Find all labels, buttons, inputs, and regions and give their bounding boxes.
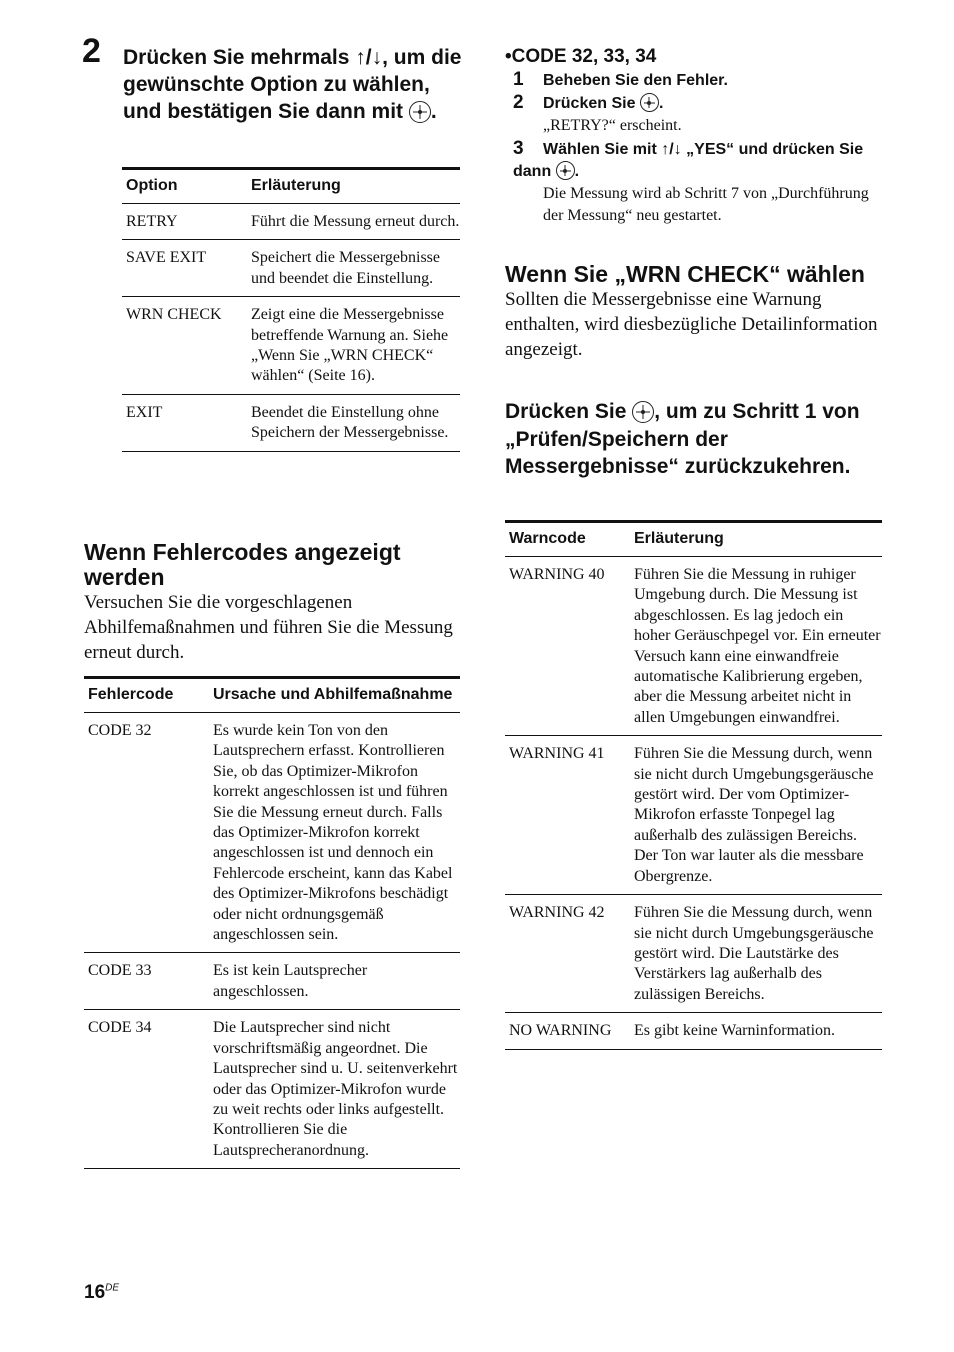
warn-code: WARNING 40 [505, 557, 634, 736]
errors-section [84, 540, 464, 665]
table-row [505, 895, 882, 1013]
step-number: 3 [513, 138, 524, 159]
warn-code: WARNING 41 [505, 736, 634, 895]
code-step-1 [513, 69, 878, 92]
code-step-2: 2 Drücken Sie . [513, 92, 664, 113]
instruction-text-a: Drücken Sie [505, 400, 627, 423]
page-language-suffix: DE [105, 1282, 120, 1294]
step-text-end: . [430, 100, 437, 123]
wrn-body: Sollten die Messergebnisse eine Warnung enthalten, wird diesbezügliche Detailinformation angezeigt. [505, 289, 878, 360]
error-header-code: Fehlercode [84, 678, 213, 713]
option-name: SAVE EXIT [122, 240, 251, 297]
code-step-3-note: Die Messung wird ab Schritt 7 von „Durchführung der Messung“ neu gestartet. [543, 185, 869, 224]
enter-button-icon [632, 401, 654, 423]
error-code: CODE 34 [84, 1010, 213, 1169]
step-number: 1 [513, 69, 524, 90]
warn-desc: Es gibt keine Warninformation. [634, 1013, 882, 1049]
step-text: Wählen Sie mit [543, 141, 657, 158]
errors-body: Versuchen Sie die vorgeschlagenen Abhilfemaßnahmen und führen Sie die Messung erneut durch. [84, 592, 453, 663]
table-row [84, 1010, 460, 1169]
warn-desc: Führen Sie die Messung durch, wenn sie nicht durch Umgebungsgeräusche gestört wird. Die Lautstärke des Verstärkers lag außerhalb des zulässigen Bereichs. [634, 895, 882, 1013]
wrn-instruction [505, 398, 875, 481]
table-row [84, 953, 460, 1010]
step-instruction [123, 44, 468, 125]
error-cause: Die Lautsprecher sind nicht vorschriftsmäßig angeordnet. Die Lautsprecher sind u. U. seitenverkehrt oder das Optimizer-Mikrofon wurde zu weit rechts oder links aufgestellt. Kontrollieren Sie die Lautsprecheranordnung. [213, 1010, 460, 1169]
warn-desc: Führen Sie die Messung in ruhiger Umgebung durch. Die Messung ist abgeschlossen. Es lag jedoch ein hoher Geräuschpegel vor. Ein erneuter Versuch kann eine einwandfreie automatische Kalibrierung ergeben, aber die Messung arbeitet nicht in allen Umgebungen einwandfrei. [634, 557, 882, 736]
code-title: •CODE 32, 33, 34 [505, 46, 657, 67]
wrn-title: Wenn Sie „WRN CHECK“ wählen [505, 261, 865, 287]
warn-header-code: Warncode [505, 522, 634, 557]
step-text-a: Drücken Sie mehrmals [123, 46, 350, 69]
code-step-2-note: „RETRY?“ erscheint. [543, 117, 682, 134]
step-number: 2 [82, 32, 101, 70]
option-name: EXIT [122, 394, 251, 451]
warn-header-desc: Erläuterung [634, 522, 882, 557]
option-name: WRN CHECK [122, 297, 251, 395]
table-row [122, 394, 460, 451]
code-step-3: 3 Wählen Sie mit ↑/↓ „YES“ und drücken Sie dann . [513, 138, 864, 180]
option-header-desc: Erläuterung [251, 169, 460, 204]
enter-button-icon [640, 93, 659, 112]
enter-button-icon [409, 101, 431, 123]
option-desc: Beendet die Einstellung ohne Speichern der Messergebnisse. [251, 394, 460, 451]
table-row [505, 557, 882, 736]
option-desc: Führt die Messung erneut durch. [251, 204, 460, 240]
up-down-arrows-icon: ↑/↓ [355, 46, 383, 69]
code-steps [513, 69, 878, 227]
warn-table [505, 520, 882, 1050]
warn-code: WARNING 42 [505, 895, 634, 1013]
option-table [122, 167, 460, 452]
table-row [122, 240, 460, 297]
error-cause: Es wurde kein Ton von den Lautsprechern erfasst. Kontrollieren Sie, ob das Optimizer-Mikrofon korrekt angeschlossen ist und führen Sie die Messung erneut durch. Falls das Optimizer-Mikrofon korrekt angeschlossen ist und dennoch ein Fehlercode erscheint, kann das Kabel des Optimizer-Mikrofons beschädigt oder nicht ordnungsgemäß angeschlossen sein. [213, 713, 460, 953]
instruction-text-b: , um zu Schritt 1 von „Prüfen/Speichern der Messergebnisse“ zurückzukehren. [505, 400, 860, 478]
option-desc: Speichert die Messergebnisse und beendet die Einstellung. [251, 240, 460, 297]
wrn-section [505, 262, 885, 362]
step-text: Drücken Sie [543, 95, 636, 112]
step-text: „YES“ und drücken Sie dann [513, 141, 864, 180]
up-down-arrows-icon: ↑/↓ [661, 141, 682, 158]
error-table [84, 676, 460, 1169]
error-cause: Es ist kein Lautsprecher angeschlossen. [213, 953, 460, 1010]
step-number: 2 [513, 92, 524, 113]
table-row [122, 297, 460, 395]
option-header-option: Option [122, 169, 251, 204]
option-desc: Zeigt eine die Messergebnisse betreffende Warnung an. Siehe „Wenn Sie „WRN CHECK“ wählen“ (Seite 16). [251, 297, 460, 395]
step-text-b: , um die gewünschte Option zu wählen, und bestätigen Sie dann mit [123, 46, 462, 123]
error-code: CODE 33 [84, 953, 213, 1010]
warn-code: NO WARNING [505, 1013, 634, 1049]
option-name: RETRY [122, 204, 251, 240]
page-number-value: 16 [84, 1282, 106, 1303]
errors-title: Wenn Fehlercodes angezeigt werden [84, 539, 401, 590]
error-code: CODE 32 [84, 713, 213, 953]
table-row [505, 736, 882, 895]
warn-desc: Führen Sie die Messung durch, wenn sie nicht durch Umgebungsgeräusche gestört wird. Der vom Optimizer-Mikrofon erfasste Tonpegel lag außerhalb des zulässigen Bereichs. Der Ton war lauter als die messbare Obergrenze. [634, 736, 882, 895]
step-text: Beheben Sie den Fehler. [543, 72, 728, 89]
page-number [84, 1282, 119, 1304]
table-row [505, 1013, 882, 1049]
error-header-cause: Ursache und Abhilfemaßnahme [213, 678, 460, 713]
table-row [84, 713, 460, 953]
table-row [122, 204, 460, 240]
enter-button-icon [556, 161, 575, 180]
